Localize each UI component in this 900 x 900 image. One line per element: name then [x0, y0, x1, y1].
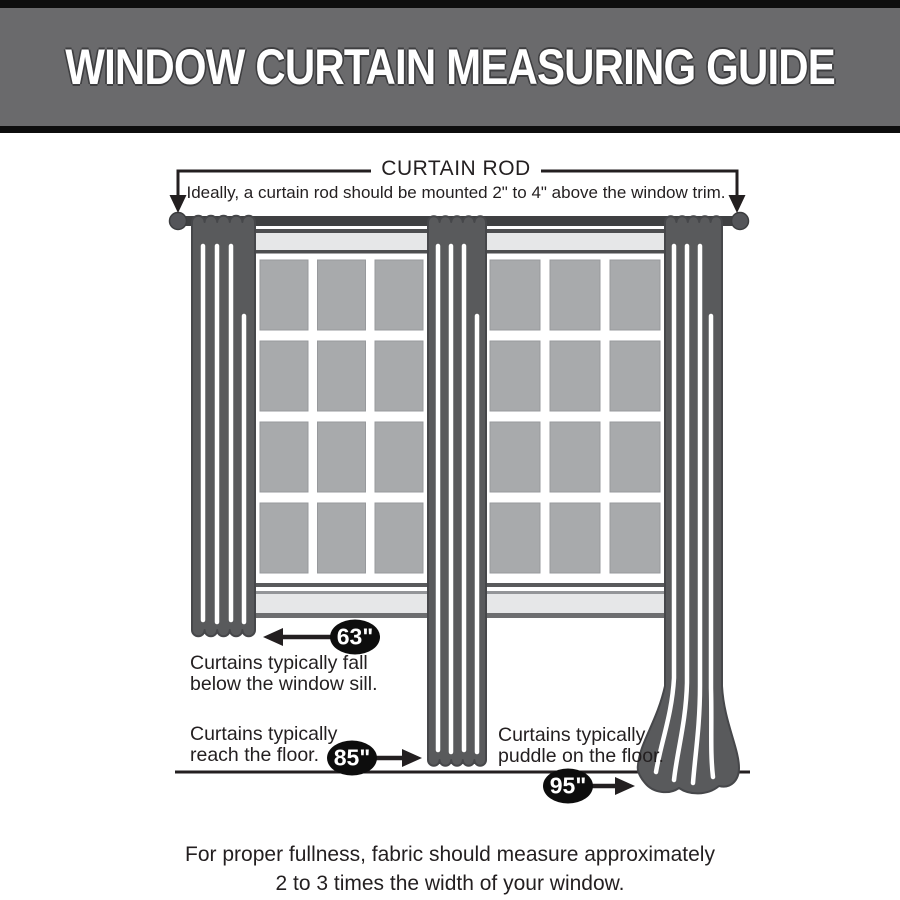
rod-mounting-note: Ideally, a curtain rod should be mounted 2" to 4" above the window trim.	[186, 183, 726, 202]
measure-value-63: 63"	[336, 623, 374, 650]
curtain-fold-line	[711, 316, 713, 777]
window-panes-right-section	[490, 260, 660, 573]
right-arrow-icon	[615, 777, 635, 795]
caption-reach-floor	[190, 724, 337, 766]
measure-arrow-95	[591, 777, 635, 795]
page-title: WINDOW CURTAIN MEASURING GUIDE	[65, 39, 835, 95]
caption-line: puddle on the floor.	[498, 745, 664, 767]
measure-badge-95	[543, 769, 593, 804]
measure-value-85: 85"	[333, 744, 371, 771]
measure-badge-63	[330, 620, 380, 655]
caption-line: below the window sill.	[190, 673, 378, 695]
caption-line: Curtains typically fall	[190, 652, 368, 674]
caption-puddle-floor	[498, 725, 664, 767]
fullness-note	[0, 840, 900, 898]
left-curtain	[192, 216, 255, 637]
right-arrow-icon	[402, 749, 422, 767]
curtain-rod-label-wrap	[175, 157, 737, 181]
fullness-note-line2: 2 to 3 times the width of your window.	[275, 872, 625, 895]
caption-line: Curtains typically	[190, 723, 338, 745]
curtain-rod-label: CURTAIN ROD	[371, 157, 540, 181]
fullness-note-line1: For proper fullness, fabric should measure approximately	[185, 843, 715, 866]
measure-arrow-63	[263, 628, 332, 646]
window-panes-left-section	[260, 260, 423, 573]
caption-line: Curtains typically	[498, 724, 646, 746]
rod-finial-right	[732, 213, 749, 230]
center-curtain	[428, 216, 486, 766]
rod-finial-left	[170, 213, 187, 230]
caption-line: reach the floor.	[190, 744, 319, 766]
measure-value-95: 95"	[549, 772, 587, 799]
measure-arrow-85	[376, 749, 422, 767]
caption-below-sill	[190, 653, 378, 695]
left-arrow-icon	[263, 628, 283, 646]
